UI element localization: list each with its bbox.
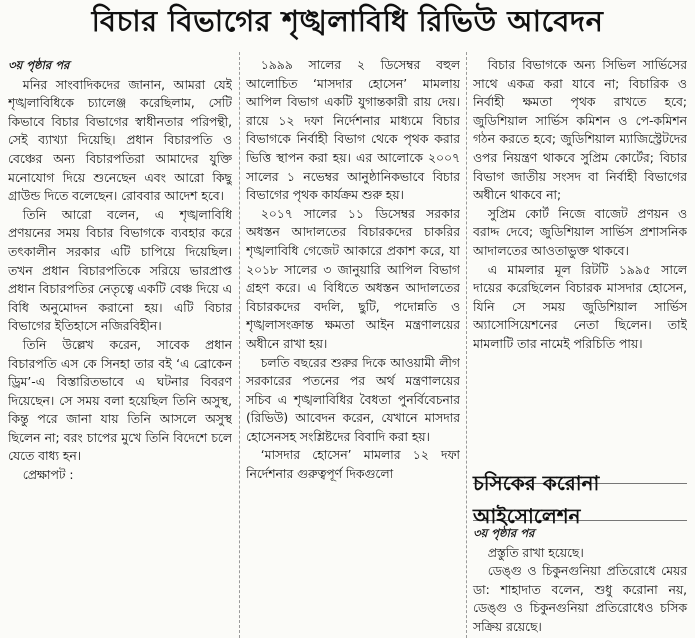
paragraph: মনির সাংবাদিকদের জানান, আমরা যেই শৃঙ্খলাবিধিকে চ্যালেঞ্জ করেছিলাম, সেটি কিভাবে বিচার বিভাগের স্বাধীনতার পরিপন্থী, সেই ব্যাখ্যা দিয়েছি। প্রধান বিচারপতি ও বেঞ্চের অন্য বিচারপতিরা আমাদের যুক্তি মনোযোগ দিয়ে শুনেছেন এবং আরো কিছু গ্রাউন্ড দিতে বলেছেন। রোববার আদেশ হবে।: [8, 77, 232, 204]
continued-label: ৩য় পৃষ্ঠার পর: [8, 58, 70, 72]
column-divider: [466, 52, 467, 638]
article-column-2: [246, 56, 460, 638]
paragraph: তিনি উল্লেখ করেন, সাবেক প্রধান বিচারপতি এস কে সিনহা তার বই ‘এ ব্রোকেন ড্রিম’-এ বিস্তারিতভাবে এ ঘটনার বিবরণ দিয়েছেন। সে সময় বলা হয়েছিল তিনি অসুস্থ, কিন্তু পরে জানা যায় তিনি আসলে অসুস্থ ছিলেন না; বরং চাপের মুখে তিনি বিদেশে চলে যেতে বাধ্য হন।: [8, 337, 232, 464]
article-column-1: [8, 56, 232, 638]
continued-label: ৩য় পৃষ্ঠার পর: [473, 526, 535, 540]
paragraph: প্রেক্ষাপট :: [22, 468, 74, 483]
paragraph: চলতি বছরের শুরুর দিকে আওয়ামী লীগ সরকারের পতনের পর অর্থ মন্ত্রণালয়ের সচিব এ শৃঙ্খলাবিধির বৈধতা পুনর্বিবেচনার (রিভিউ) আবেদন করেন, যেখানে মাসদার হোসেনসহ সংশ্লিষ্টদের বিবাদি করা হয়।: [246, 355, 460, 444]
paragraph: ২০১৭ সালের ১১ ডিসেম্বর সরকার অধস্তন আদালতের বিচারকদের চাকরির শৃঙ্খলাবিধি গেজেট আকারে প্রকাশ করে, যা ২০১৮ সালের ৩ জানুয়ারি আপিল বিভাগ গ্রহণ করে। এ বিধিতে অধস্তন আদালতের বিচারকদের বদলি, ছুটি, পদোন্নতি ও শৃঙ্খলাসংক্রান্ত ক্ষমতা আইন মন্ত্রণালয়ের অধীনে রাখা হয়।: [246, 206, 460, 351]
headline: বিচার বিভাগের শৃঙ্খলাবিধি রিভিউ আবেদন: [91, 3, 604, 38]
paragraph: তিনি আরো বলেন, এ শৃঙ্খলাবিধি প্রণয়নের সময় বিচার বিভাগকে ব্যবহার করে তৎকালীন সরকার এটি চাপিয়ে দিয়েছিল। তখন প্রধান বিচারপতিকে সরিয়ে ভারপ্রাপ্ত প্রধান বিচারপতির নেতৃত্বে একটি বেঞ্চ দিয়ে এ বিধি অনুমোদন করানো হয়। এটি বিচার বিভাগের ইতিহাসে নজিরবিহীন।: [8, 207, 232, 334]
side-story-headline: চসিকের করোনা আইসোলেশন: [473, 483, 687, 521]
paragraph: ‘মাসদার হোসেন’ মামলার ১২ দফা নির্দেশনার গুরুত্বপূর্ণ দিকগুলো: [246, 448, 460, 482]
paragraph: বিচার বিভাগকে অন্য সিভিল সার্ভিসের সাথে একত্র করা যাবে না; বিচারিক ও নির্বাহী ক্ষমতা পৃথক রাখতে হবে; জুডিশিয়াল সার্ভিস কমিশন ও পে-কমিশন গঠন করতে হবে; জুডিশিয়াল ম্যাজিস্ট্রেটদের ওপর নিয়ন্ত্রণ থাকবে সুপ্রিম কোর্টের; বিচার বিভাগ জাতীয় সংসদ বা নির্বাহী বিভাগের অধীনে থাকবে না;: [473, 58, 687, 203]
paragraph: ১৯৯৯ সালের ২ ডিসেম্বর বহুল আলোচিত ‘মাসদার হোসেন’ মামলায় আপিল বিভাগ একটি যুগান্তকারী রায় দেয়। রায়ে ১২ দফা নির্দেশনার মাধ্যমে বিচার বিভাগকে নির্বাহী বিভাগ থেকে পৃথক করার ভিত্তি স্থাপন করা হয়। এর আলোকে ২০০৭ সালের ১ নভেম্বর আনুষ্ঠানিকভাবে বিচার বিভাগের পৃথক কার্যক্রম শুরু হয়।: [246, 58, 460, 203]
paragraph: ডেঙ্গু ও চিকুনগুনিয়া প্রতিরোধে মেয়র ডা: শাহাদাত বলেন, শুধু করোনা নয়, ডেঙ্গু ও চিকুনগুনিয়া প্রতিরোধেও চসিক সক্রিয় রয়েছে।: [473, 564, 687, 634]
paragraph: প্রস্তুতি রাখা হয়েছে।: [487, 545, 584, 560]
column-divider: [239, 52, 240, 638]
paragraph: এ মামলার মূল রিটটি ১৯৯৫ সালে দায়ের করেছিলেন বিচারক মাসদার হোসেন, যিনি সে সময় জুডিশিয়াল সার্ভিস অ্যাসোসিয়েশনের নেতা ছিলেন। তাই মামলাটি তার নামেই পরিচিতি পায়।: [473, 262, 687, 351]
paragraph: সুপ্রিম কোর্ট নিজে বাজেট প্রণয়ন ও বরাদ্দ দেবে; জুডিশিয়াল সার্ভিস প্রশাসনিক আদালতের আওতাভুক্ত থাকবে।: [473, 206, 687, 258]
side-story-body: [473, 524, 687, 637]
article-column-3: [473, 56, 687, 476]
